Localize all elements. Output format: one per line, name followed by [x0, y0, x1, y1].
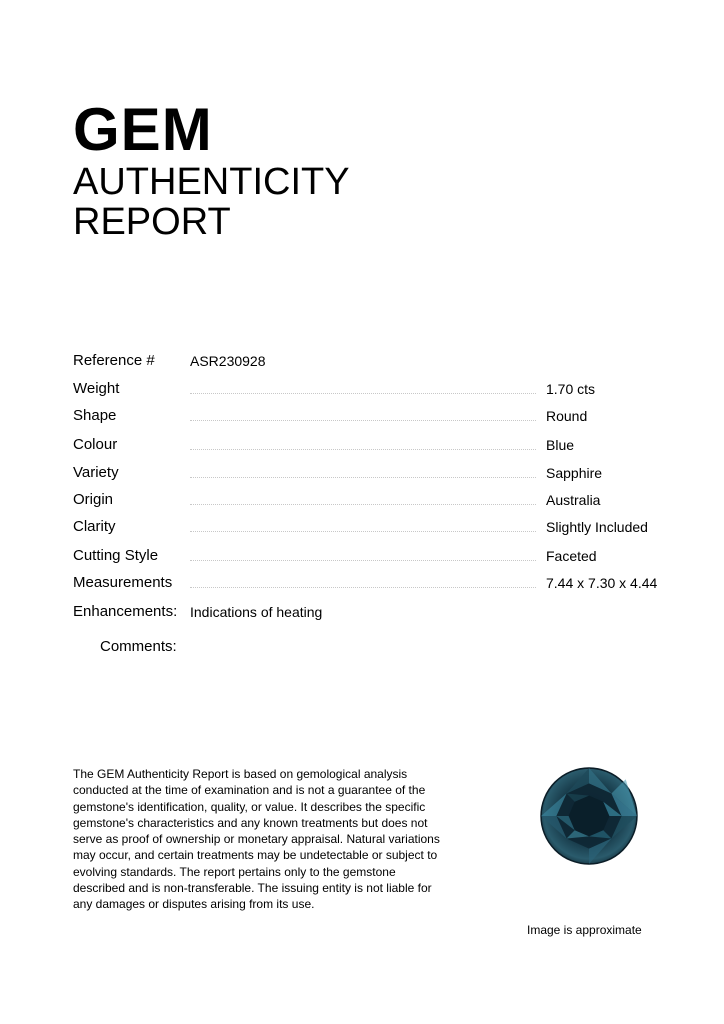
report-subtitle-line-1: AUTHENTICITY: [73, 161, 350, 203]
enhancements-row: [73, 599, 673, 625]
leader-dots: [190, 560, 536, 561]
leader-dots: [190, 504, 536, 505]
clarity-label: Clarity: [73, 518, 116, 535]
colour-value: Blue: [546, 437, 575, 453]
shape-row: [73, 403, 673, 429]
cutting-style-value: Faceted: [546, 548, 597, 564]
report-subtitle-line-2: REPORT: [73, 201, 231, 243]
report-subtitle: [73, 162, 350, 242]
reference-label: Reference #: [73, 352, 155, 369]
weight-label: Weight: [73, 380, 120, 397]
leader-dots: [190, 477, 536, 478]
shape-label: Shape: [73, 407, 117, 424]
enhancements-value: Indications of heating: [190, 604, 323, 620]
clarity-value: Slightly Included: [546, 519, 648, 535]
report-title: GEM: [73, 96, 213, 163]
enhancements-label: Enhancements:: [73, 603, 178, 620]
cutting-style-row: [73, 543, 673, 569]
leader-dots: [190, 449, 536, 450]
variety-value: Sapphire: [546, 465, 603, 481]
leader-dots: [190, 531, 536, 532]
leader-dots: [190, 587, 536, 588]
origin-row: [73, 487, 673, 513]
shape-value: Round: [546, 408, 588, 424]
variety-row: [73, 460, 673, 486]
reference-row: [73, 348, 673, 374]
colour-label: Colour: [73, 436, 118, 453]
leader-dots: [190, 420, 536, 421]
measurements-row: [73, 570, 673, 596]
round-blue-sapphire-image: [538, 765, 640, 867]
measurements-label: Measurements: [73, 574, 173, 591]
measurements-value: 7.44 x 7.30 x 4.44: [546, 575, 658, 591]
image-caption: Image is approximate: [527, 923, 642, 937]
variety-label: Variety: [73, 464, 119, 481]
weight-row: [73, 376, 673, 402]
clarity-row: [73, 514, 673, 540]
origin-value: Australia: [546, 492, 601, 508]
leader-dots: [190, 393, 536, 394]
reference-value: ASR230928: [190, 353, 266, 369]
weight-value: 1.70 cts: [546, 381, 596, 397]
comments-label: Comments:: [100, 638, 177, 655]
colour-row: [73, 432, 673, 458]
origin-label: Origin: [73, 491, 114, 508]
cutting-style-label: Cutting Style: [73, 547, 159, 564]
disclaimer-text: The GEM Authenticity Report is based on gemological analysis conducted at the time of examination and is not a guarantee of the gemstone's identification, quality, or value. It describes the specific gemstone's characteristics and any known treatments but does not serve as proof of ownership or monetary appraisal. Natural variations may occur, and certain treatments may be undetectable or subject to evolving standards. The report pertains only to the gemstone described and is non-transferable. The issuing entity is not liable for any damages or disputes arising from its use.: [73, 767, 440, 912]
